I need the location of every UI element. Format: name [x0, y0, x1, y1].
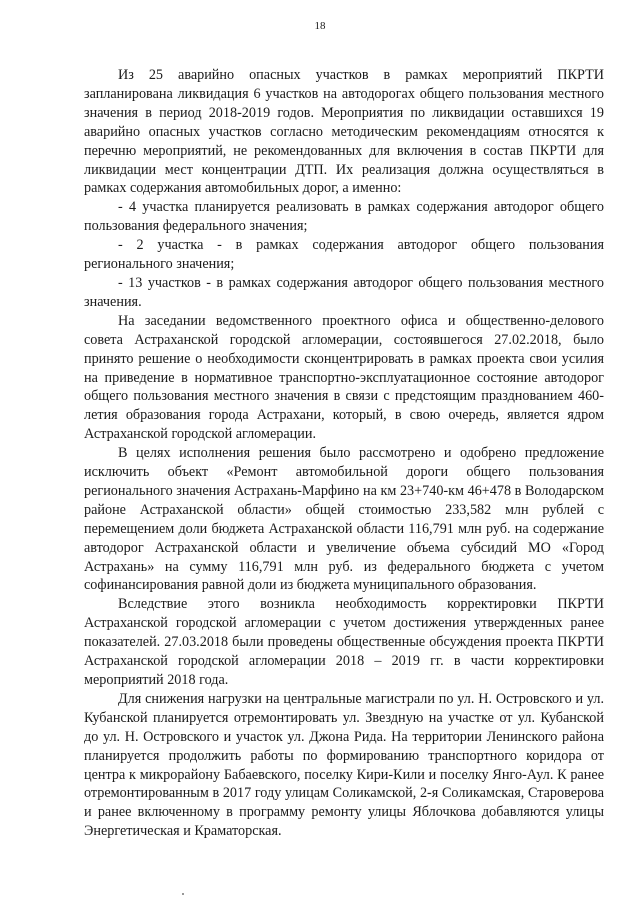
document-body — [84, 66, 604, 841]
list-item-federal: - 4 участка планируется реализовать в рамках содержания автодорог общего пользования федерального значения; — [84, 199, 604, 235]
page-number: 18 — [314, 20, 326, 32]
paragraph-traffic-relief: Для снижения нагрузки на центральные магистрали по ул. Н. Островского и ул. Кубанской планируется отремонтировать ул. Звездную на участке от ул. Кубанской до ул. Н. Островского и участок ул. Джона Рида. На территории Ленинского района планируется продолжить работы по формированию транспортного коридора от центра к микрорайону Бабаевского, поселку Кири-Кили и поселку Янго-Аул. К ранее отремонтированным в 2017 году улицам Соликамской, 2-я Соликамская, Староверова и ранее включенному в программу ремонту улицы Яблочкова добавляются улицы Энергетическая и Краматорская. — [84, 690, 604, 840]
list-item-regional: - 2 участка - в рамках содержания автодорог общего пользования регионального значения; — [84, 237, 604, 273]
list-item-local: - 13 участков - в рамках содержания автодорог общего пользования местного значения. — [84, 274, 604, 310]
paragraph-object-exclusion: В целях исполнения решения было рассмотрено и одобрено предложение исключить объект «Ремонт автомобильной дороги общего пользования регионального значения Астрахань-Марфино на км 23+740-км 46+478 в Володарском районе Астраханской области» общей стоимостью 233,582 млн рублей с перемещением доли бюджета Астраханской области 116,791 млн руб. на содержание автодорог Астраханской области и увеличение объема субсидий МО «Город Астрахань» на сумму 116,791 млн руб. из федерального бюджета с учетом софинансирования равной доли из бюджета муниципального образования. — [84, 445, 604, 594]
paragraph-meeting-decision: На заседании ведомственного проектного офиса и общественно-делового совета Астраханской городской агломерации, состоявшегося 27.02.2018, было принято решение о необходимости сконцентрировать в рамках проекта свои усилия на приведение в нормативное транспортно-эксплуатационное состояние автодорог общего пользования местного значения в связи с предстоящим празднованием 460-летия образования города Астрахани, который, в свою очередь, является ядром Астраханской городской агломерации. — [84, 312, 604, 443]
paragraph-correction: Вследствие этого возникла необходимость корректировки ПКРТИ Астраханской городской агломерации с учетом достижения утвержденных ранее показателей. 27.03.2018 были проведены общественные обсуждения проекта ПКРТИ Астраханской городской агломерации 2018 – 2019 гг. в части корректировки мероприятий 2018 года. — [84, 596, 604, 688]
paragraph-dangerous-sections: Из 25 аварийно опасных участков в рамках мероприятий ПКРТИ запланирована ликвидация 6 участков на автодорогах общего пользования местного значения в период 2018-2019 годов. Мероприятия по ликвидации оставшихся 19 аварийно опасных участков согласно методическим рекомендациям относятся к перечню мероприятий, не рекомендованных для включения в состав ПКРТИ для ликвидации мест концентрации ДТП. Их реализация должна осуществляться в рамках содержания автомобильных дорог, а именно: — [84, 67, 604, 197]
scan-speck — [182, 893, 184, 895]
